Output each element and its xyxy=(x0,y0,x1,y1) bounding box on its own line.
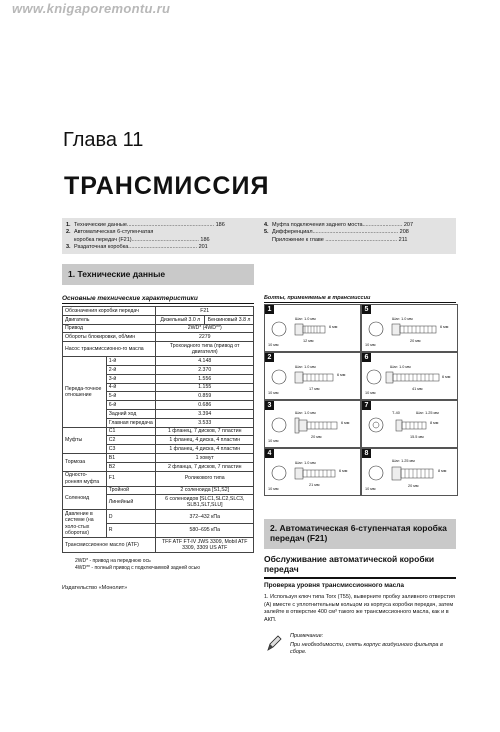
toc-num xyxy=(66,237,74,244)
table-of-contents xyxy=(62,218,456,254)
bolt-label: 8 мм xyxy=(438,469,447,473)
toc-num: 1. xyxy=(66,222,71,228)
bolt-label: 15.5 мм xyxy=(410,435,424,439)
specs-heading: Основные технические характеристики xyxy=(62,295,254,304)
table-row xyxy=(63,537,254,552)
note-title: Примечание: xyxy=(290,633,324,639)
table-cell: 1 фланец, 7 дисков, 7 пластин xyxy=(156,427,254,436)
bolt-number: 2 xyxy=(265,353,274,362)
bolt-diagram xyxy=(264,352,361,400)
toc-entry[interactable] xyxy=(66,244,258,251)
bolt-label: 6 мм xyxy=(341,421,350,425)
footnote: 4WD** - полный привод с подключаемой задней осью xyxy=(75,565,201,571)
table-cell: Насос трансмиссионно-го масла xyxy=(63,342,156,357)
toc-right-column xyxy=(264,222,452,244)
table-cell: C1 xyxy=(106,427,156,436)
table-cell: Обозначения коробки передач xyxy=(63,307,156,316)
toc-text: Раздаточная коробка............................................. 201 xyxy=(74,244,208,251)
table-cell: Привод xyxy=(63,324,156,333)
bolt-number: 1 xyxy=(265,305,274,314)
specs-table xyxy=(62,306,254,553)
toc-entry[interactable] xyxy=(264,229,452,236)
toc-entry[interactable] xyxy=(66,229,258,236)
bolt-label: 10 мм xyxy=(365,487,376,491)
bolt-label: 10 мм xyxy=(365,391,376,395)
table-cell: C2 xyxy=(106,436,156,445)
bolt-label: 20 мм xyxy=(311,435,322,439)
bolt-diagram xyxy=(361,352,458,400)
bolt-number: 7 xyxy=(362,401,371,410)
table-footnotes xyxy=(75,558,200,572)
chapter-number: Глава 11 xyxy=(63,129,144,151)
table-cell: 580–695 кПа xyxy=(156,524,254,538)
table-cell: 2.370 xyxy=(156,365,254,374)
bolt-label: Шаг: 1.25 мм xyxy=(416,411,439,415)
bolt-label: Шаг: 1.0 мм xyxy=(390,365,411,369)
table-cell: Главная передача xyxy=(106,418,156,427)
table-cell: 6-й xyxy=(106,401,156,410)
table-cell: Обороты блокировки, об/мин xyxy=(63,333,156,342)
table-cell: 1.155 xyxy=(156,383,254,392)
bolt-label: Шаг: 1.0 мм xyxy=(295,461,316,465)
table-row xyxy=(63,453,254,462)
table-cell: 0.686 xyxy=(156,401,254,410)
toc-entry[interactable] xyxy=(264,222,452,229)
toc-left-column xyxy=(66,222,258,252)
pencil-note-icon xyxy=(266,634,282,652)
table-cell: F21 xyxy=(156,307,254,316)
toc-num: 4. xyxy=(264,222,269,228)
bolt-label: 10 мм xyxy=(268,487,279,491)
bolt-label: 6 мм xyxy=(442,375,451,379)
toc-text: Автоматическая 6-ступенчатая xyxy=(74,229,154,236)
table-cell: 6 соленоидов [SLC1,SLC2,SLC3, SLB1,SLT,SLU] xyxy=(156,495,254,510)
toc-entry[interactable] xyxy=(66,222,258,229)
toc-num: 2. xyxy=(66,229,71,236)
bolt-number: 8 xyxy=(362,449,371,458)
table-cell: 1 фланец, 4 диска, 4 пластин xyxy=(156,445,254,454)
toc-text: Приложение к главе ............................................... 211 xyxy=(272,236,408,243)
bolt-label: 10 мм xyxy=(268,439,279,443)
table-row xyxy=(63,510,254,524)
table-cell: Муфты xyxy=(63,427,107,453)
bolt-label: 41 мм xyxy=(412,387,423,391)
section-2-header: 2. Автоматическая 6-ступенчатая коробка передач (F21) xyxy=(264,519,456,549)
table-cell: Линейный xyxy=(106,495,156,510)
table-cell: Односто-ронняя муфта xyxy=(63,471,107,486)
toc-num: 5. xyxy=(264,229,269,236)
table-row xyxy=(63,333,254,342)
table-cell: 2 соленоида [S1,S2] xyxy=(156,486,254,495)
table-row xyxy=(63,342,254,357)
table-cell: Дизельный 3.0 л xyxy=(156,315,205,324)
table-cell: Двигатель xyxy=(63,315,156,324)
toc-entry[interactable] xyxy=(66,237,258,244)
note-text: При необходимости, снять корпус воздушного фильтра в сборе. xyxy=(290,642,443,655)
table-cell: Задний ход xyxy=(106,409,156,418)
toc-text: Технические данные......................................................... 186 xyxy=(74,222,225,228)
bolt-number: 3 xyxy=(265,401,274,410)
toc-text: Муфта подключения заднего моста.......................... 207 xyxy=(272,222,414,228)
bolt-label: Т-40 xyxy=(392,411,400,415)
table-cell: Роликового типа xyxy=(156,471,254,486)
table-cell: 2 фланца, 7 дисков, 7 пластин xyxy=(156,462,254,471)
table-cell: 1 хомут xyxy=(156,453,254,462)
bolt-diagram xyxy=(264,304,361,352)
table-cell: Давление в системе (на холо-стых оборотах) xyxy=(63,510,107,537)
table-row xyxy=(63,486,254,495)
table-cell: B1 xyxy=(106,453,156,462)
table-row xyxy=(63,307,254,316)
bolt-label: 6 мм xyxy=(337,373,346,377)
bolt-label: 10 мм xyxy=(268,391,279,395)
table-cell: B2 xyxy=(106,462,156,471)
table-row xyxy=(63,427,254,436)
table-cell: F1 xyxy=(106,471,156,486)
table-cell: 5-й xyxy=(106,392,156,401)
table-cell: 3-й xyxy=(106,374,156,383)
table-row xyxy=(63,324,254,333)
table-cell: Бензиновый 3.8 л xyxy=(205,315,254,324)
bolt-label: 6 мм xyxy=(339,469,348,473)
subsection-heading: Проверка уровня трансмиссионного масла xyxy=(264,582,405,589)
paragraph: 1. Используя ключ типа Torx (T55), выверните пробку заливного отверстия (A) вместе с уплотнительным кольцом из корпуса коробки передач, затем залейте в отверстие 400 см³ такого же трансмиссионного масла, как и в АКП. xyxy=(264,594,455,623)
table-cell: 1-й xyxy=(106,357,156,366)
footnote: 2WD* - привод на переднюю ось xyxy=(75,558,151,564)
bolt-number: 5 xyxy=(362,305,371,314)
watermark: www.knigaporemontu.ru xyxy=(12,1,171,16)
table-cell: 1 фланец, 4 диска, 4 пластин xyxy=(156,436,254,445)
table-cell: Соленоид xyxy=(63,486,107,510)
section-1-header: 1. Технические данные xyxy=(62,264,254,285)
chapter-title: ТРАНСМИССИЯ xyxy=(64,172,270,200)
table-cell: 2-й xyxy=(106,365,156,374)
toc-num xyxy=(264,237,272,244)
table-cell: Тройной xyxy=(106,486,156,495)
bolt-diagram xyxy=(361,304,458,352)
table-cell: 4-й xyxy=(106,383,156,392)
table-cell: 372–432 кПа xyxy=(156,510,254,524)
table-cell: Тормоза xyxy=(63,453,107,471)
bolt-label: Шаг: 1.0 мм xyxy=(295,411,316,415)
toc-text: Дифференциал........................................................ 208 xyxy=(272,229,409,236)
heading-rule xyxy=(264,577,456,579)
bolt-label: 10 мм xyxy=(365,343,376,347)
toc-entry[interactable] xyxy=(264,237,452,244)
bolt-label: 21 мм xyxy=(309,483,320,487)
table-row xyxy=(63,315,254,324)
bolt-label: 10 мм xyxy=(268,343,279,347)
bolt-label: Шаг: 1.0 мм xyxy=(392,317,413,321)
table-cell: R xyxy=(106,524,156,538)
service-heading: Обслуживание автоматической коробки передач xyxy=(264,554,435,574)
table-cell: Переда-точное отношение xyxy=(63,357,107,427)
bolt-label: 20 мм xyxy=(408,484,419,488)
table-cell: 3.533 xyxy=(156,418,254,427)
table-cell: 2WD* (4WD**) xyxy=(156,324,254,333)
table-cell: 1.556 xyxy=(156,374,254,383)
bolt-label: Шаг: 1.0 мм xyxy=(295,365,316,369)
bolt-number: 4 xyxy=(265,449,274,458)
bolts-figure xyxy=(264,304,456,496)
bolt-diagram xyxy=(264,448,361,496)
bolt-number: 6 xyxy=(362,353,371,362)
bolt-diagram xyxy=(264,400,361,448)
bolt-label: 6 мм xyxy=(440,325,449,329)
bolt-label: 8 мм xyxy=(430,421,439,425)
publisher: Издательство «Монолит» xyxy=(62,585,128,591)
table-cell: 3.394 xyxy=(156,409,254,418)
table-cell: TFF ATF FT-IV JWS 3309, Mobil ATF 3309, 3309 US ATF xyxy=(156,537,254,552)
bolt-label: 12 мм xyxy=(303,339,314,343)
table-cell: 0.859 xyxy=(156,392,254,401)
bolt-drawing xyxy=(362,401,457,447)
toc-text: коробка передач (F21)............................................ 186 xyxy=(74,236,210,243)
bolt-drawing xyxy=(265,305,360,351)
bolt-diagram xyxy=(361,400,458,448)
toc-num: 3. xyxy=(66,244,71,251)
bolt-diagram xyxy=(361,448,458,496)
bolts-heading: Болты, применяемые в трансмиссии xyxy=(264,295,456,303)
table-cell: 2279 xyxy=(156,333,254,342)
table-row xyxy=(63,357,254,366)
bolt-label: Шаг: 1.25 мм xyxy=(392,459,415,463)
table-cell: 4.148 xyxy=(156,357,254,366)
table-cell: Трохоидного типа (привод от двигателя) xyxy=(156,342,254,357)
bolt-drawing xyxy=(265,353,360,399)
bolt-label: 6 мм xyxy=(329,325,338,329)
bolt-label: Шаг: 1.0 мм xyxy=(295,317,316,321)
bolt-label: 20 мм xyxy=(410,339,421,343)
table-cell: D xyxy=(106,510,156,524)
table-cell: Трансмиссионное масло (ATF) xyxy=(63,537,156,552)
bolt-label: 17 мм xyxy=(309,387,320,391)
table-row xyxy=(63,471,254,486)
table-cell: C3 xyxy=(106,445,156,454)
